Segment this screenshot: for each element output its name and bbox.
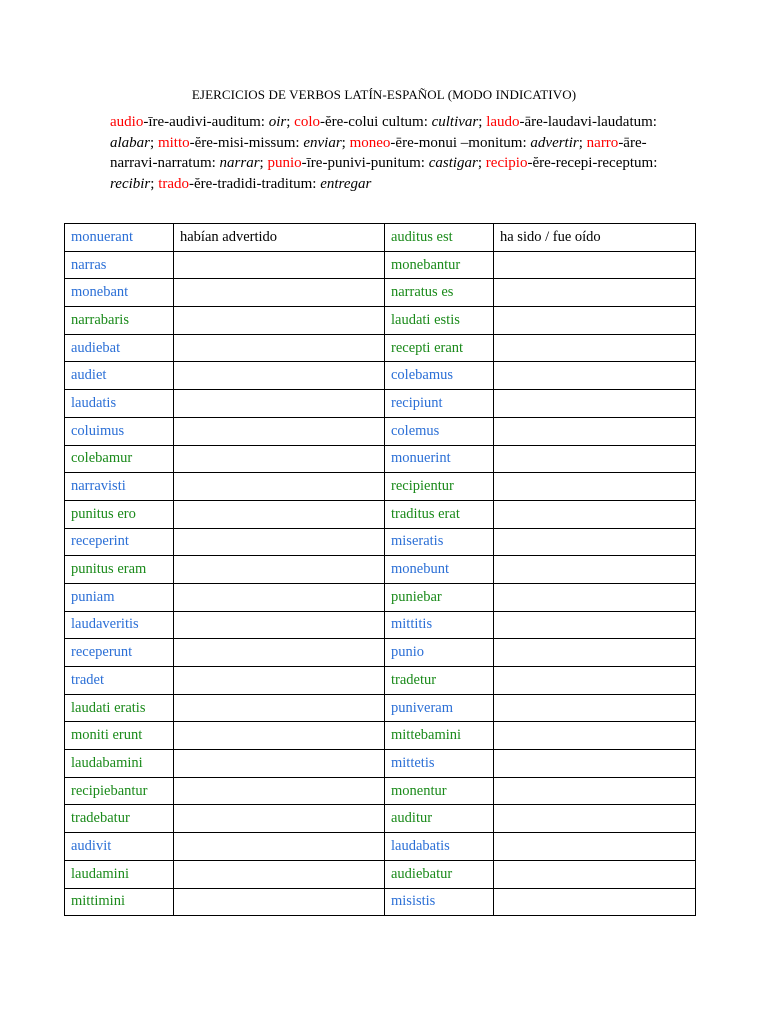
verb-stem: colo	[294, 114, 320, 130]
table-row	[65, 805, 696, 833]
latin-form-left: audivit	[65, 833, 174, 861]
answer-cell-right[interactable]	[494, 417, 696, 445]
answer-cell-right[interactable]	[494, 611, 696, 639]
latin-form-right: recipientur	[385, 473, 494, 501]
latin-form-left: laudaveritis	[65, 611, 174, 639]
verb-stem: punio	[267, 155, 302, 171]
verb-meaning: cultivar	[431, 114, 479, 130]
answer-cell-right[interactable]	[494, 500, 696, 528]
answer-cell-right[interactable]	[494, 805, 696, 833]
verb-meaning: oir	[268, 114, 287, 130]
verb-meaning: recibir	[110, 175, 151, 192]
latin-form-right: recepti erant	[385, 334, 494, 362]
answer-cell-left[interactable]	[174, 722, 385, 750]
answer-cell-left[interactable]	[174, 694, 385, 722]
latin-form-left: punitus eram	[65, 556, 174, 584]
answer-cell-left[interactable]	[174, 888, 385, 916]
answer-cell-right[interactable]	[494, 750, 696, 778]
latin-form-right: tradetur	[385, 667, 494, 695]
answer-cell-left[interactable]	[174, 279, 385, 307]
table-row	[65, 362, 696, 390]
page-title: EJERCICIOS DE VERBOS LATÍN-ESPAÑOL (MODO INDICATIVO)	[191, 87, 577, 102]
latin-form-right: colemus	[385, 417, 494, 445]
verb-principal-parts: -ĕre-misi-missum:	[189, 134, 304, 151]
latin-form-right: colebamus	[385, 362, 494, 390]
verb-entry: punio-īre-punivi-punitum: castigar;	[267, 155, 486, 171]
answer-cell-right[interactable]	[494, 445, 696, 473]
verb-principal-parts: -īre-punivi-punitum:	[301, 155, 429, 171]
answer-cell-left[interactable]	[174, 307, 385, 335]
verb-stem: audio	[110, 114, 144, 130]
answer-cell-right[interactable]	[494, 251, 696, 279]
latin-form-left: audiebat	[65, 334, 174, 362]
answer-cell-right[interactable]	[494, 860, 696, 888]
latin-form-right: mittitis	[385, 611, 494, 639]
latin-form-left: punitus ero	[65, 500, 174, 528]
answer-cell-right[interactable]	[494, 362, 696, 390]
latin-form-left: recipiebantur	[65, 777, 174, 805]
answer-cell-left[interactable]	[174, 473, 385, 501]
table-row	[65, 307, 696, 335]
answer-cell-right[interactable]	[494, 777, 696, 805]
latin-form-left: moniti erunt	[65, 722, 174, 750]
verb-meaning: enviar	[303, 134, 342, 151]
table-row	[65, 667, 696, 695]
verb-meaning: entregar	[320, 175, 372, 192]
latin-form-right: recipiunt	[385, 390, 494, 418]
table-row	[65, 888, 696, 916]
table-row	[65, 833, 696, 861]
latin-form-left: laudatis	[65, 390, 174, 418]
verb-principal-parts: -ĕre-recepi-receptum:	[527, 155, 658, 171]
latin-form-right: punio	[385, 639, 494, 667]
answer-cell-right[interactable]	[494, 722, 696, 750]
table-row	[65, 694, 696, 722]
verb-principal-parts: -ĕre-tradidi-traditum:	[189, 175, 321, 192]
table-row	[65, 556, 696, 584]
verb-principal-parts: -āre-laudavi-laudatum:	[519, 114, 657, 130]
answer-cell-left[interactable]	[174, 334, 385, 362]
answer-cell-right[interactable]	[494, 694, 696, 722]
table-row	[65, 334, 696, 362]
latin-form-left: puniam	[65, 583, 174, 611]
latin-form-left: receperunt	[65, 639, 174, 667]
latin-form-right: laudabatis	[385, 833, 494, 861]
verb-stem: laudo	[486, 114, 520, 130]
latin-form-right: narratus es	[385, 279, 494, 307]
latin-form-left: receperint	[65, 528, 174, 556]
latin-form-right: misistis	[385, 888, 494, 916]
table-row	[65, 611, 696, 639]
latin-form-left: audiet	[65, 362, 174, 390]
answer-cell-left[interactable]: habían advertido	[174, 224, 385, 252]
verb-principal-parts: -ēre-monui –monitum:	[390, 134, 531, 151]
verb-entry	[158, 176, 371, 192]
table-row	[65, 417, 696, 445]
table-row	[65, 639, 696, 667]
latin-form-left: laudamini	[65, 860, 174, 888]
verb-entry: mitto-ĕre-misi-missum: enviar;	[157, 134, 350, 151]
table-row	[65, 251, 696, 279]
answer-cell-right[interactable]	[494, 334, 696, 362]
table-row	[65, 583, 696, 611]
answer-cell-left[interactable]	[174, 417, 385, 445]
latin-form-right: monebunt	[385, 556, 494, 584]
verb-meaning: castigar	[428, 155, 478, 171]
latin-form-right: mittebamini	[385, 722, 494, 750]
verb-principal-parts: -ĕre-colui cultum:	[319, 114, 432, 130]
verb-meaning: alabar	[110, 134, 151, 151]
answer-cell-left[interactable]	[174, 445, 385, 473]
latin-form-left: colebamur	[65, 445, 174, 473]
answer-cell-right[interactable]: ha sido / fue oído	[494, 224, 696, 252]
table-row	[65, 390, 696, 418]
table-row	[65, 500, 696, 528]
latin-form-right: auditur	[385, 805, 494, 833]
latin-form-left: narrabaris	[65, 307, 174, 335]
answer-cell-left[interactable]	[174, 611, 385, 639]
latin-form-left: coluimus	[65, 417, 174, 445]
verb-entry: audio-īre-audivi-auditum: oir;	[110, 114, 295, 130]
answer-cell-right[interactable]	[494, 556, 696, 584]
latin-form-left: tradet	[65, 667, 174, 695]
verb-entry: laudo-āre-laudavi-laudatum: alabar;	[110, 114, 657, 151]
answer-cell-left[interactable]	[174, 251, 385, 279]
answer-cell-right[interactable]	[494, 473, 696, 501]
verb-stem: narro	[586, 134, 619, 151]
latin-form-right: mittetis	[385, 750, 494, 778]
answer-cell-left[interactable]	[174, 556, 385, 584]
verb-meaning: advertir	[530, 134, 579, 151]
table-row	[65, 224, 696, 252]
latin-form-left: narravisti	[65, 473, 174, 501]
answer-cell-left[interactable]	[174, 777, 385, 805]
table-row	[65, 279, 696, 307]
latin-form-right: laudati estis	[385, 307, 494, 335]
answer-cell-left[interactable]	[174, 500, 385, 528]
latin-form-left: laudati eratis	[65, 694, 174, 722]
table-row	[65, 860, 696, 888]
table-row	[65, 750, 696, 778]
answer-cell-left[interactable]	[174, 750, 385, 778]
latin-form-right: puniveram	[385, 694, 494, 722]
answer-cell-right[interactable]	[494, 307, 696, 335]
answer-cell-left[interactable]	[174, 860, 385, 888]
answer-cell-right[interactable]	[494, 888, 696, 916]
latin-form-right: audiebatur	[385, 860, 494, 888]
latin-form-right: monuerint	[385, 445, 494, 473]
answer-cell-left[interactable]	[174, 805, 385, 833]
verb-entry: recipio-ĕre-recepi-receptum: recibir;	[110, 155, 658, 192]
verb-stem: trado	[158, 175, 190, 192]
answer-cell-right[interactable]	[494, 279, 696, 307]
latin-form-left: monuerant	[65, 224, 174, 252]
answer-cell-right[interactable]	[494, 667, 696, 695]
verb-stem: moneo	[349, 134, 391, 151]
answer-cell-left[interactable]	[174, 528, 385, 556]
latin-form-left: monebant	[65, 279, 174, 307]
answer-cell-right[interactable]	[494, 639, 696, 667]
verb-entry: moneo-ēre-monui –monitum: advertir;	[349, 134, 587, 151]
latin-form-left: laudabamini	[65, 750, 174, 778]
verb-list	[110, 112, 670, 194]
latin-form-right: traditus erat	[385, 500, 494, 528]
answer-cell-left[interactable]	[174, 583, 385, 611]
table-row	[65, 445, 696, 473]
answer-cell-left[interactable]	[174, 362, 385, 390]
answer-cell-left[interactable]	[174, 833, 385, 861]
answer-cell-right[interactable]	[494, 833, 696, 861]
verb-entry: narro-āre-narravi-narratum: narrar;	[110, 134, 647, 171]
verb-stem: recipio	[485, 155, 528, 171]
latin-form-left: narras	[65, 251, 174, 279]
latin-form-right: monentur	[385, 777, 494, 805]
table-row	[65, 777, 696, 805]
answer-cell-left[interactable]	[174, 667, 385, 695]
latin-form-left: tradebatur	[65, 805, 174, 833]
latin-form-right: monebantur	[385, 251, 494, 279]
latin-form-right: auditus est	[385, 224, 494, 252]
verb-principal-parts: -āre-narravi-narratum:	[110, 134, 647, 171]
latin-form-right: miseratis	[385, 528, 494, 556]
verb-stem: mitto	[157, 134, 190, 151]
latin-form-right: puniebar	[385, 583, 494, 611]
answer-cell-left[interactable]	[174, 390, 385, 418]
exercise-table	[64, 223, 696, 916]
latin-form-left: mittimini	[65, 888, 174, 916]
answer-cell-right[interactable]	[494, 583, 696, 611]
table-row	[65, 722, 696, 750]
answer-cell-right[interactable]	[494, 528, 696, 556]
table-row	[65, 528, 696, 556]
verb-entry: colo-ĕre-colui cultum: cultivar;	[294, 114, 487, 130]
answer-cell-right[interactable]	[494, 390, 696, 418]
verb-meaning: narrar	[219, 155, 260, 171]
answer-cell-left[interactable]	[174, 639, 385, 667]
verb-principal-parts: -īre-audivi-auditum:	[143, 114, 269, 130]
table-row	[65, 473, 696, 501]
